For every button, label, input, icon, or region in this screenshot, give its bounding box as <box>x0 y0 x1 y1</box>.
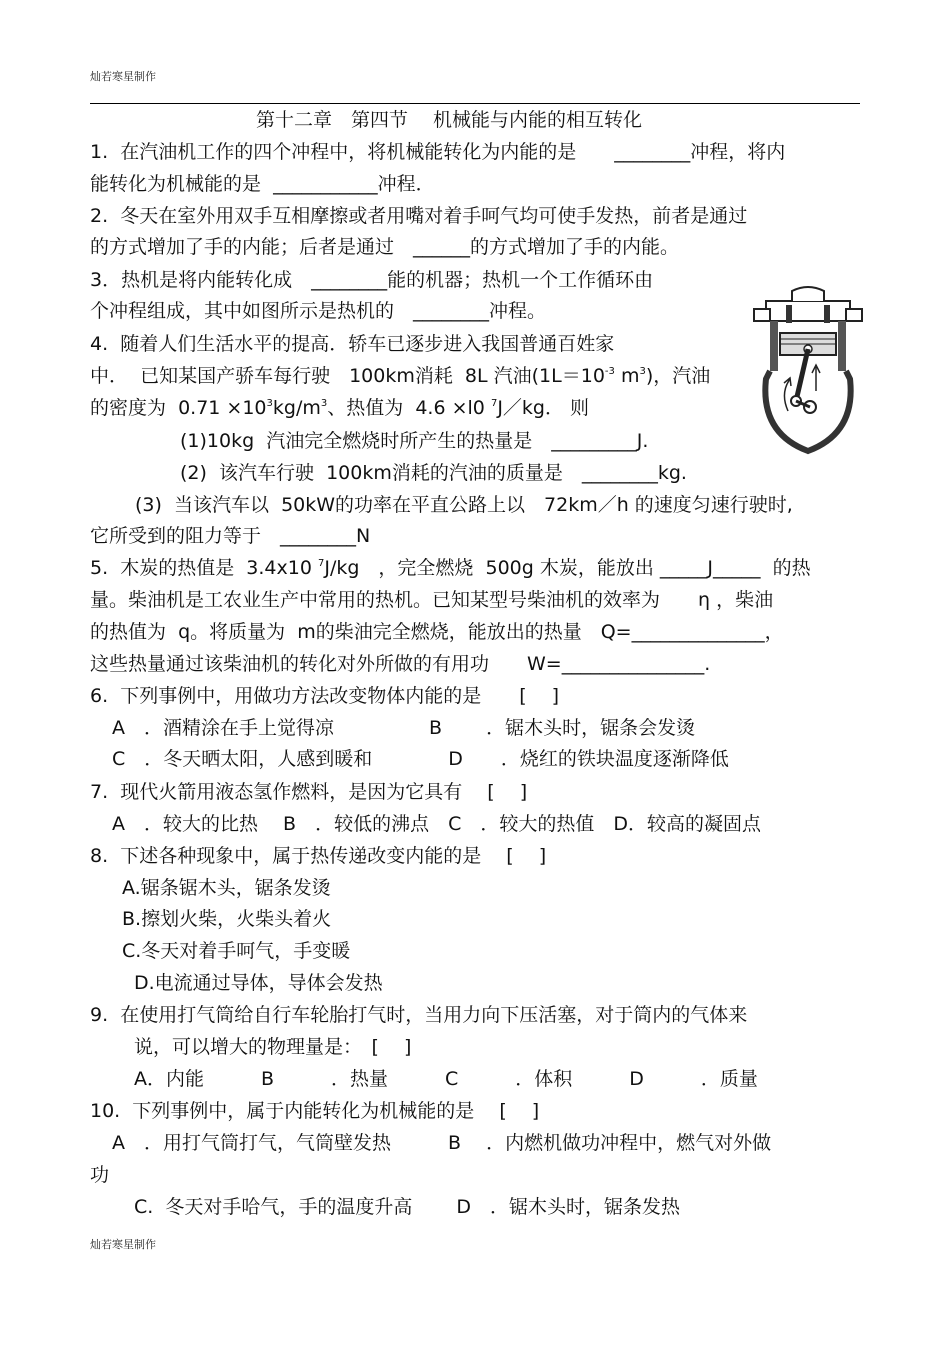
q5-line-1: 5. 木炭的热值是 3.4x10 $^7$J/kg ，完全燃烧 500g 木炭，能放出 _____J_____ 的热 <box>90 557 811 579</box>
q10-options-1: A ．用打气筒打气，气筒壁发热 B ．内燃机做功冲程中，燃气对外做 <box>112 1132 772 1154</box>
q7-stem: 7. 现代火箭用液态氢作燃料，是因为它具有 [ ] <box>90 781 528 803</box>
engine-cylinder-figure <box>752 283 864 455</box>
page-title: 第十二章 第四节 机械能与内能的相互转化 <box>256 109 643 131</box>
q9-stem-cont: 说，可以增大的物理量是： [ ] <box>134 1036 412 1058</box>
q3-line-2: 个冲程组成，其中如图所示是热机的 ________冲程。 <box>90 300 547 322</box>
q8-stem: 8. 下述各种现象中，属于热传递改变内能的是 [ ] <box>90 845 547 867</box>
q7-options: A ．较大的比热 B ．较低的沸点 C ．较大的热值 D．较高的凝固点 <box>112 813 761 835</box>
q4-sub-3: (3) 当该汽车以 50kW的功率在平直公路上以 72km／h 的速度匀速行驶时, <box>135 494 793 516</box>
q4-sub-2: (2) 该汽车行驶 100km消耗的汽油的质量是 ________kg. <box>180 462 687 484</box>
q9-stem: 9. 在使用打气筒给自行车轮胎打气时，当用力向下压活塞，对于筒内的气体来 <box>90 1004 748 1026</box>
q4-line-1: 4. 随着人们生活水平的提高．轿车已逐步进入我国普通百姓家 <box>90 333 615 355</box>
q8-option-b: B.擦划火柴，火柴头着火 <box>122 908 332 930</box>
q4-sub-1: (1)10kg 汽油完全燃烧时所产生的热量是 _________J. <box>180 430 649 452</box>
q10-options-2: C. 冬天对手哈气，手的温度升高 D ．锯木头时，锯条发热 <box>134 1196 681 1218</box>
q3-line-1: 3．热机是将内能转化成 ________能的机器；热机一个工作循环由 <box>90 269 654 291</box>
q1-line-1: 1. 在汽油机工作的四个冲程中，将机械能转化为内能的是 ________冲程，将内 <box>90 141 786 163</box>
q8-option-d: D.电流通过导体，导体会发热 <box>134 972 383 994</box>
q1-line-2: 能转化为机械能的是 ___________冲程． <box>90 173 435 195</box>
q5-line-3: 的热值为 q。将质量为 m的柴油完全燃烧，能放出的热量 Q=______________， <box>90 621 784 643</box>
q4-sub-3-cont: 它所受到的阻力等于 ________N <box>90 525 371 547</box>
page-header: 灿若寒星制作 <box>90 70 156 83</box>
q4-line-3: 的密度为 $0.71 \times 10^3kg/m^3$、热值为 4.6 ×l0 $^7$J／kg． 则 <box>90 397 590 419</box>
q2-line-2: 的方式增加了手的内能；后者是通过 ______的方式增加了手的内能。 <box>90 236 680 258</box>
header-rule <box>90 103 860 104</box>
q2-line-1: 2. 冬天在室外用双手互相摩擦或者用嘴对着手呵气均可使手发热，前者是通过 <box>90 205 748 227</box>
q6-stem: 6. 下列事例中，用做功方法改变物体内能的是 [ ] <box>90 685 560 707</box>
q10-stem: 10. 下列事例中，属于内能转化为机械能的是 [ ] <box>90 1100 540 1122</box>
page-footer: 灿若寒星制作 <box>90 1238 156 1251</box>
q5-line-2: 量。柴油机是工农业生产中常用的热机。已知某型号柴油机的效率为 η ，柴油 <box>90 589 774 611</box>
q8-option-a: A.锯条锯木头，锯条发烫 <box>122 877 331 899</box>
q4-line-2: 中． 已知某国产骄车每行驶 100km消耗 8L 汽油($1L=10^{-3}$ $m^3$)，汽油 <box>90 365 711 387</box>
q8-option-c: C.冬天对着手呵气，手变暖 <box>122 940 351 962</box>
q6-options-2: C ．冬天晒太阳，人感到暖和 D ．烧红的铁块温度逐渐降低 <box>112 748 729 770</box>
q6-options-1: A ．酒精涂在手上觉得凉 B ．锯木头时，锯条会发烫 <box>112 717 696 739</box>
q10-options-1-cont: 功 <box>90 1164 110 1186</box>
q9-options: A．内能 B ．热量 C ．体积 D ．质量 <box>134 1068 758 1090</box>
q5-line-4: 这些热量通过该柴油机的转化对外所做的有用功 W=_______________. <box>90 653 711 675</box>
